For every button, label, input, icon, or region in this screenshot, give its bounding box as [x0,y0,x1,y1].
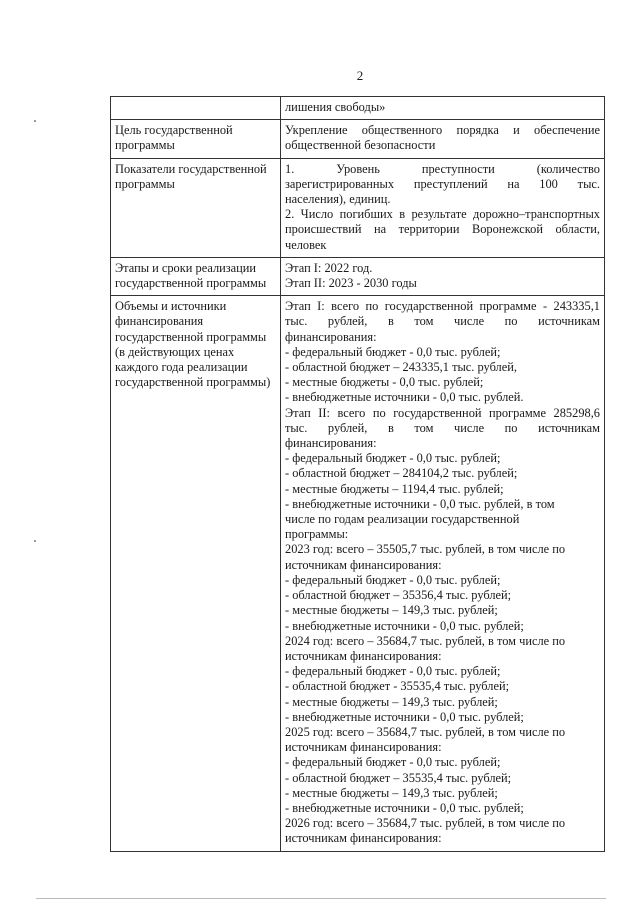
label-line: (в действующих ценах [115,344,235,359]
value-line: - областной бюджет – 35356,4 тыс. рублей; [285,588,512,603]
value-line: Этап II: всего по государственной программе 285298,6 [285,405,600,420]
page-number: 2 [356,68,364,83]
value-line: тыс. рублей, в том числе по источникам [285,420,600,435]
value-line: числе по годам реализации государственной [285,512,520,527]
table-row [111,97,605,120]
value-line: человек [285,237,327,252]
value-line: происшествий на территории Воронежской области, [285,222,600,237]
value-line: зарегистрированных преступлений на 100 тыс. [285,176,600,191]
value-line: - федеральный бюджет - 0,0 тыс. рублей; [285,572,501,587]
value-line: источникам финансирования: [285,740,442,755]
value-line: населения), единиц. [285,192,391,207]
value-line: 2. Число погибших в результате дорожно–транспортных [285,207,600,222]
value-line: тыс. рублей, в том числе по источникам [285,314,600,329]
value-line: - федеральный бюджет - 0,0 тыс. рублей; [285,451,501,466]
value-line: - областной бюджет – 284104,2 тыс. рублей; [285,466,518,481]
value-line: Этап I: 2022 год. [285,260,373,275]
row-value-cell [281,296,605,851]
row-label-cell [111,158,281,257]
table-row [111,158,605,257]
value-line: - федеральный бюджет - 0,0 тыс. рублей; [285,664,501,679]
label-line: каждого года реализации [115,360,248,375]
row-label-cell [111,296,281,851]
value-line: Этап II: 2023 - 2030 годы [285,276,417,291]
value-line: - федеральный бюджет - 0,0 тыс. рублей; [285,344,501,359]
scan-mark [34,120,36,122]
value-line: - областной бюджет – 35535,4 тыс. рублей; [285,770,512,785]
value-line: - местные бюджеты - 0,0 тыс. рублей; [285,375,484,390]
table-row [111,296,605,851]
value-line: источникам финансирования: [285,557,442,572]
value-line: - местные бюджеты – 149,3 тыс. рублей; [285,694,498,709]
row-label-cell [111,257,281,295]
value-line: 2025 год: всего – 35684,7 тыс. рублей, в том числе по [285,724,566,739]
value-line: - внебюджетные источники - 0,0 тыс. рублей; [285,800,524,815]
value-line: финансирования: [285,436,377,451]
value-line: - областной бюджет - 35535,4 тыс. рублей; [285,679,510,694]
value-line: - местные бюджеты – 149,3 тыс. рублей; [285,603,498,618]
row-value-cell [281,120,605,158]
table-row [111,257,605,295]
row-value-cell [281,257,605,295]
label-line: Объемы и источники [115,299,227,314]
label-line: государственной программы [115,329,267,344]
value-line: Укрепление общественного порядка и обеспечение [285,123,600,138]
label-line: государственной программы) [115,375,271,390]
row-value-cell [281,97,605,120]
label-line: Цель государственной [115,123,233,138]
value-line: - внебюджетные источники - 0,0 тыс. рублей; [285,709,524,724]
label-line: программы [115,138,175,153]
value-line: Этап I: всего по государственной программе - 243335,1 [285,299,600,314]
value-line: - внебюджетные источники - 0,0 тыс. рублей, в том [285,496,555,511]
scan-edge-line [36,898,606,899]
value-line: лишения свободы» [285,100,386,114]
value-line: - местные бюджеты – 1194,4 тыс. рублей; [285,481,504,496]
program-passport-table [110,96,605,852]
table-row [111,120,605,158]
value-line: 2023 год: всего – 35505,7 тыс. рублей, в том числе по [285,542,566,557]
row-label-cell [111,120,281,158]
value-line: - внебюджетные источники - 0,0 тыс. рублей; [285,618,524,633]
label-line: финансирования [115,314,204,329]
value-line: - областной бюджет – 243335,1 тыс. рублей, [285,360,517,375]
value-line: - местные бюджеты – 149,3 тыс. рублей; [285,785,498,800]
label-line: государственной программы [115,276,267,291]
label-line: Этапы и сроки реализации [115,260,257,275]
value-line: 2026 год: всего – 35684,7 тыс. рублей, в том числе по [285,816,566,831]
label-line: программы [115,176,175,191]
scan-mark [34,540,36,542]
value-line: 2024 год: всего – 35684,7 тыс. рублей, в том числе по [285,633,566,648]
row-label-cell [111,97,281,120]
value-line: финансирования: [285,329,377,344]
row-value-cell [281,158,605,257]
value-line: источникам финансирования: [285,831,442,846]
value-line: программы: [285,527,349,542]
value-line: - федеральный бюджет - 0,0 тыс. рублей; [285,755,501,770]
value-line: 1. Уровень преступности (количество [285,161,600,176]
value-line: общественной безопасности [285,138,436,153]
value-line: - внебюджетные источники - 0,0 тыс. рублей. [285,390,524,405]
label-line: Показатели государственной [115,161,267,176]
value-line: источникам финансирования: [285,648,442,663]
